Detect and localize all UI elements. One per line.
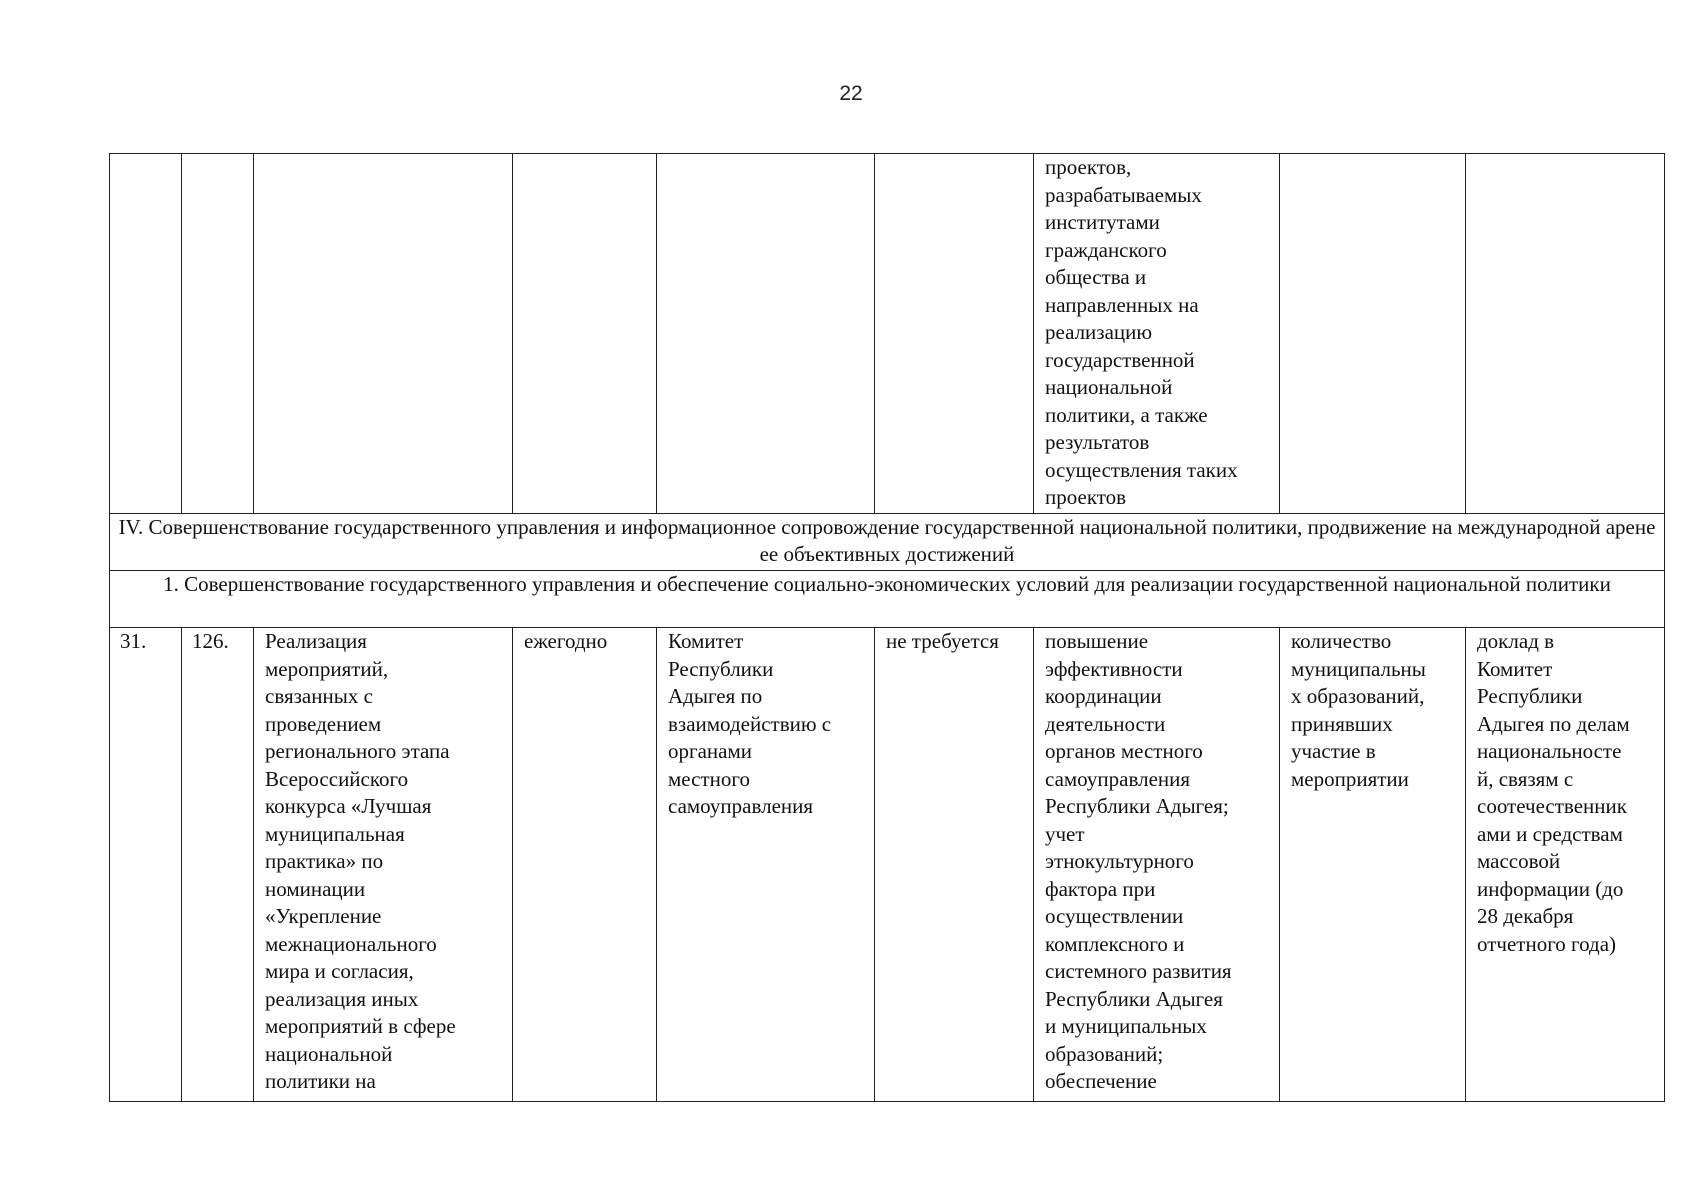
- cell-activity: Реализация мероприятий, связанных с проведением регионального этапа Всероссийского конкурса «Лучшая муниципальная практика» по номинации «Укрепление межнационального мира и согласия, реализация иных мероприятий в сфере национальной политики на: [254, 628, 513, 1102]
- cell-executor: [657, 154, 875, 514]
- section-heading-row: [110, 514, 1665, 571]
- cell-indicator: [1280, 154, 1466, 514]
- cell-row-number: [110, 154, 182, 514]
- section-heading: IV. Совершенствование государственного управления и информационное сопровождение государственной национальной политики, продвижение на международной арене ее объективных достижений: [110, 514, 1665, 571]
- table-row-31: [110, 628, 1665, 1102]
- cell-item-number: 126.: [182, 628, 254, 1102]
- cell-period: [513, 154, 657, 514]
- cell-report: доклад в Комитет Республики Адыгея по делам национальносте й, связям с соотечественник ами и средствам массовой информации (до 28 декабря отчетного года): [1466, 628, 1665, 1102]
- table-row-continued: [110, 154, 1665, 514]
- cell-result: проектов, разрабатываемых институтами гражданского общества и направленных на реализацию государственной национальной политики, а также результатов осуществления таких проектов: [1034, 154, 1280, 514]
- cell-row-number: 31.: [110, 628, 182, 1102]
- cell-indicator: количество муниципальны х образований, принявших участие в мероприятии: [1280, 628, 1466, 1102]
- cell-activity: [254, 154, 513, 514]
- subsection-heading: 1. Совершенствование государственного управления и обеспечение социально-экономических условий для реализации государственной национальной политики: [110, 571, 1665, 628]
- cell-report: [1466, 154, 1665, 514]
- cell-item-number: [182, 154, 254, 514]
- cell-funding: не требуется: [875, 628, 1034, 1102]
- cell-result: повышение эффективности координации деятельности органов местного самоуправления Республики Адыгея; учет этнокультурного фактора при осуществлении комплексного и системного развития Республики Адыгея и муниципальных образований; обеспечение: [1034, 628, 1280, 1102]
- plan-table: [109, 153, 1665, 1102]
- page-number: 22: [839, 82, 863, 105]
- cell-funding: [875, 154, 1034, 514]
- cell-period: ежегодно: [513, 628, 657, 1102]
- cell-executor: Комитет Республики Адыгея по взаимодействию с органами местного самоуправления: [657, 628, 875, 1102]
- subsection-heading-row: [110, 571, 1665, 628]
